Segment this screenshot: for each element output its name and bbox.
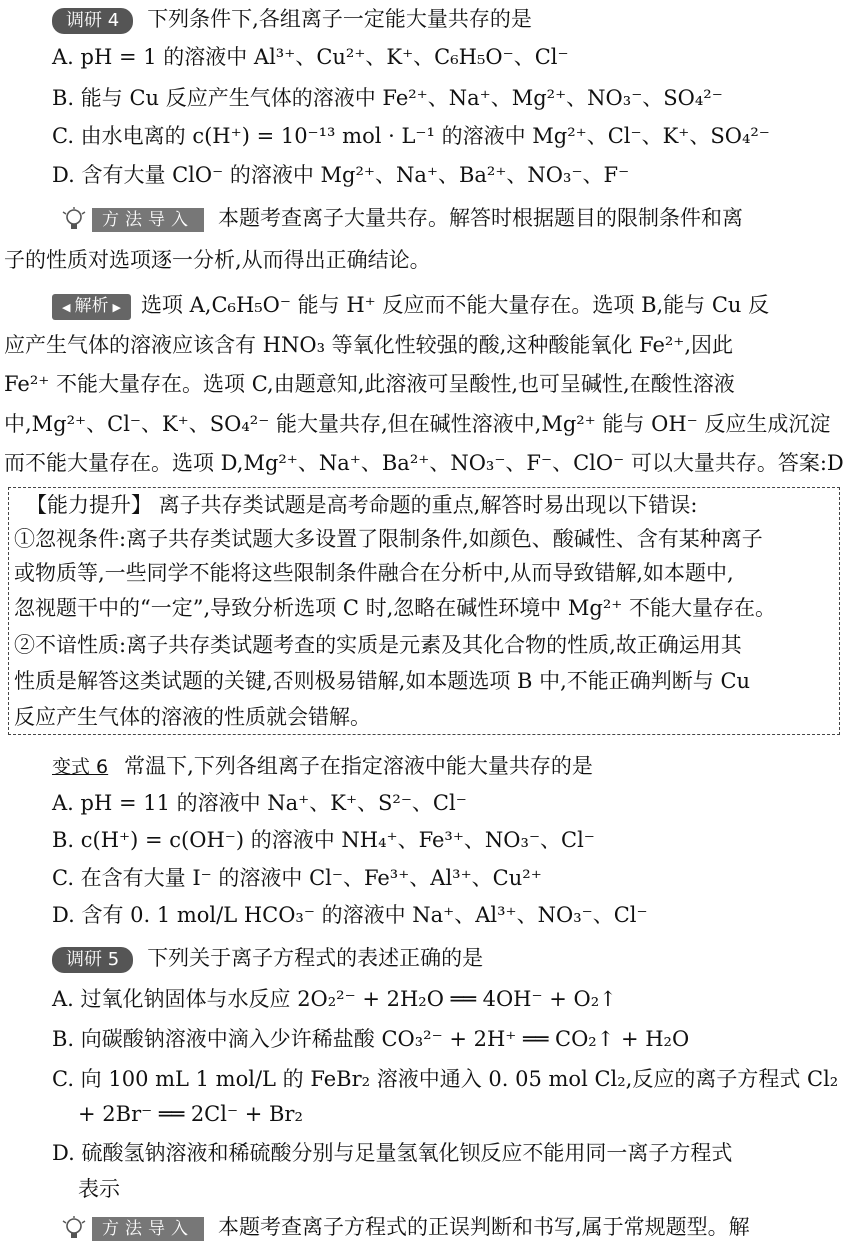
lightbulb-icon (60, 206, 88, 234)
q5-header (52, 943, 483, 973)
q4-analysis-line-2: 应产生气体的溶液应该含有 HNO₃ 等氧化性较强的酸,这种酸能氧化 Fe²⁺,因此 (4, 333, 734, 357)
ability-line-7: 反应产生气体的溶液的性质就会错解。 (14, 705, 371, 729)
q5-option-c: C. 向 100 mL 1 mol/L 的 FeBr₂ 溶液中通入 0. 05 mol Cl₂,反应的离子方程式 Cl₂ (52, 1067, 839, 1091)
q5-method-text: 本题考查离子方程式的正误判断和书写,属于常规题型。解 (218, 1215, 750, 1239)
variant6-option-d: D. 含有 0. 1 mol/L HCO₃⁻ 的溶液中 Na⁺、Al³⁺、NO₃⁻、Cl⁻ (52, 903, 648, 927)
q4-option-b: B. 能与 Cu 反应产生气体的溶液中 Fe²⁺、Na⁺、Mg²⁺、NO₃⁻、SO₄²⁻ (52, 86, 723, 110)
q4-method-line-1: 本题考查离子大量共存。解答时根据题目的限制条件和离 (218, 206, 743, 230)
q5-option-a: A. 过氧化钠固体与水反应 2O₂²⁻ + 2H₂O ══ 4OH⁻ + O₂↑ (52, 987, 617, 1011)
ability-line-4: 忽视题干中的“一定”,导致分析选项 C 时,忽略在碱性环境中 Mg²⁺ 不能大量存在。 (14, 596, 777, 620)
variant6-header (52, 751, 593, 782)
q5-stem: 下列关于离子方程式的表述正确的是 (147, 946, 484, 970)
q4-option-a: A. pH = 1 的溶液中 Al³⁺、Cu²⁺、K⁺、C₆H₅O⁻、Cl⁻ (52, 45, 569, 69)
q5-option-c-cont: + 2Br⁻ ══ 2Cl⁻ + Br₂ (78, 1102, 303, 1126)
q4-analysis-line-4: 中,Mg²⁺、Cl⁻、K⁺、SO₄²⁻ 能大量共存,但在碱性溶液中,Mg²⁺ 能与 OH⁻ 反应生成沉淀 (4, 412, 831, 436)
q4-analysis-row (52, 290, 769, 320)
variant6-option-a: A. pH = 11 的溶液中 Na⁺、K⁺、S²⁻、Cl⁻ (52, 791, 467, 815)
lightbulb-icon (60, 1215, 88, 1243)
q4-method-line-2: 子的性质对选项逐一分析,从而得出正确结论。 (4, 248, 431, 272)
q4-analysis-line-3: Fe²⁺ 不能大量存在。选项 C,由题意知,此溶液可呈酸性,也可呈碱性,在酸性溶液 (4, 372, 735, 396)
variant6-option-b: B. c(H⁺) = c(OH⁻) 的溶液中 NH₄⁺、Fe³⁺、NO₃⁻、Cl⁻ (52, 828, 595, 852)
q5-option-d-cont: 表示 (78, 1177, 120, 1201)
q4-stem: 下列条件下,各组离子一定能大量共存的是 (147, 7, 532, 31)
q5-method-label: 方法导入 (92, 1217, 204, 1241)
variant6-option-c: C. 在含有大量 I⁻ 的溶液中 Cl⁻、Fe³⁺、Al³⁺、Cu²⁺ (52, 866, 542, 890)
variant6-label: 变式 6 (52, 756, 109, 778)
q4-option-d: D. 含有大量 ClO⁻ 的溶液中 Mg²⁺、Na⁺、Ba²⁺、NO₃⁻、F⁻ (52, 163, 630, 187)
variant6-stem: 常温下,下列各组离子在指定溶液中能大量共存的是 (124, 754, 593, 778)
q5-method-row (60, 1212, 750, 1243)
q5-option-d: D. 硫酸氢钠溶液和稀硫酸分别与足量氢氧化钡反应不能用同一离子方程式 (52, 1141, 733, 1165)
ability-line-5: ②不谙性质:离子共存类试题考查的实质是元素及其化合物的性质,故正确运用其 (14, 633, 742, 657)
q4-analysis-line-5: 而不能大量存在。选项 D,Mg²⁺、Na⁺、Ba²⁺、NO₃⁻、F⁻、ClO⁻ 可以大量共存。答案:D (4, 451, 844, 475)
q4-method-row (60, 203, 743, 234)
ability-line-1: 【能力提升】 离子共存类试题是高考命题的重点,解答时易出现以下错误: (26, 493, 698, 517)
q5-option-b: B. 向碳酸钠溶液中滴入少许稀盐酸 CO₃²⁻ + 2H⁺ ══ CO₂↑ + H₂O (52, 1027, 690, 1051)
q4-option-c: C. 由水电离的 c(H⁺) = 10⁻¹³ mol · L⁻¹ 的溶液中 Mg²⁺、Cl⁻、K⁺、SO₄²⁻ (52, 124, 770, 148)
q4-analysis-line-1: 选项 A,C₆H₅O⁻ 能与 H⁺ 反应而不能大量存在。选项 B,能与 Cu 反 (140, 293, 770, 317)
ability-line-6: 性质是解答这类试题的关键,否则极易错解,如本题选项 B 中,不能正确判断与 Cu (14, 669, 751, 693)
q4-header (52, 4, 532, 34)
q4-badge: 调研 4 (52, 8, 133, 34)
q4-method-label: 方法导入 (92, 208, 204, 232)
ability-line-2: ①忽视条件:离子共存类试题大多设置了限制条件,如颜色、酸碱性、含有某种离子 (14, 527, 763, 551)
q4-analysis-label: ◀ 解析 ▶ (52, 294, 131, 320)
q5-badge: 调研 5 (52, 947, 133, 973)
ability-line-3: 或物质等,一些同学不能将这些限制条件融合在分析中,从而导致错解,如本题中, (14, 561, 734, 585)
